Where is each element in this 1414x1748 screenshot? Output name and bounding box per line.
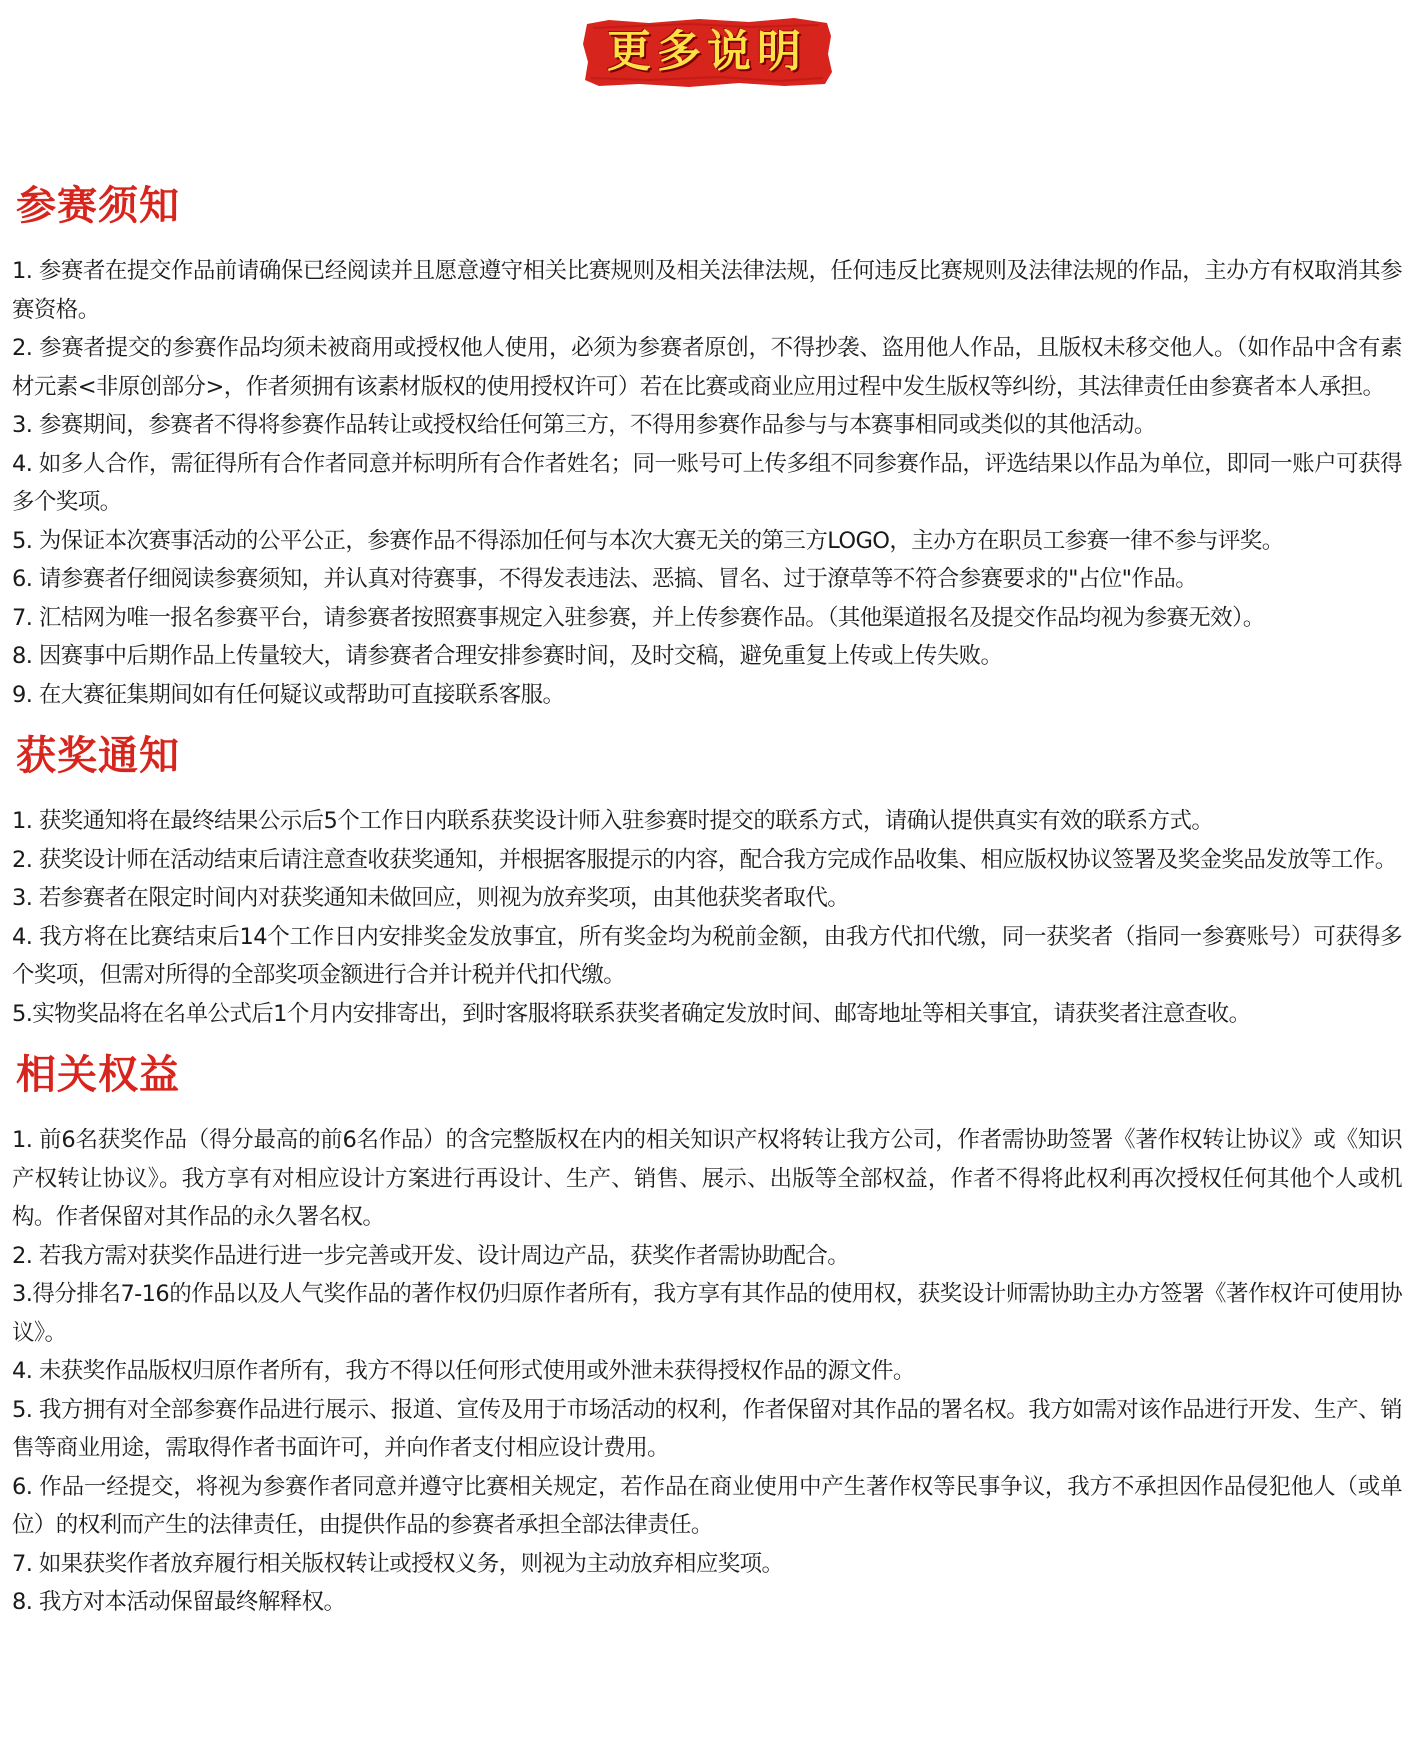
header-banner-wrap [0, 14, 1414, 94]
list-item: 1. 参赛者在提交作品前请确保已经阅读并且愿意遵守相关比赛规则及相关法律法规，任何违反比赛规则及法律法规的作品，主办方有权取消其参赛资格。 [12, 258, 1402, 323]
list-item: 7. 如果获奖作者放弃履行相关版权转让或授权义务，则视为主动放弃相应奖项。 [12, 1550, 784, 1577]
list-item: 8. 因赛事中后期作品上传量较大，请参赛者合理安排参赛时间，及时交稿，避免重复上传或上传失败。 [12, 643, 1003, 669]
section-related-rights [12, 1047, 1402, 1622]
list-item: 3. 参赛期间，参赛者不得将参赛作品转让或授权给任何第三方，不得用参赛作品参与与本赛事相同或类似的其他活动。 [12, 412, 1156, 438]
list-item: 5. 为保证本次赛事活动的公平公正，参赛作品不得添加任何与本次大赛无关的第三方LOGO，主办方在职员工参赛一律不参与评奖。 [12, 527, 1284, 554]
section-title: 相关权益 [16, 1052, 180, 1098]
list-item: 3. 若参赛者在限定时间内对获奖通知未做回应，则视为放弃奖项，由其他获奖者取代。 [12, 885, 850, 911]
list-item: 8. 我方对本活动保留最终解释权。 [12, 1589, 346, 1615]
list-item: 4. 我方将在比赛结束后14个工作日内安排奖金发放事宜，所有奖金均为税前金额，由我方代扣代缴，同一获奖者（指同一参赛账号）可获得多个奖项，但需对所得的全部奖项金额进行合并计税并代扣代缴。 [12, 923, 1402, 988]
header-banner [579, 14, 835, 90]
section-award-notice [12, 728, 1402, 1033]
list-item: 6. 作品一经提交，将视为参赛作者同意并遵守比赛相关规定，若作品在商业使用中产生著作权等民事争议，我方不承担因作品侵犯他人（或单位）的权利而产生的法律责任，由提供作品的参赛者承担全部法律责任。 [12, 1473, 1402, 1538]
list-item: 1. 获奖通知将在最终结果公示后5个工作日内联系获奖设计师入驻参赛时提交的联系方式，请确认提供真实有效的联系方式。 [12, 808, 1214, 834]
list-item: 9. 在大赛征集期间如有任何疑议或帮助可直接联系客服。 [12, 681, 565, 708]
list-item: 3.得分排名7-16的作品以及人气奖作品的著作权仍归原作者所有，我方享有其作品的使用权，获奖设计师需协助主办方签署《著作权许可使用协议》。 [12, 1281, 1402, 1346]
section-spacer [12, 1033, 1402, 1047]
section-list [12, 252, 1402, 714]
list-item: 4. 如多人合作，需征得所有合作者同意并标明所有合作者姓名；同一账号可上传多组不同参赛作品，评选结果以作品为单位，即同一账户可获得多个奖项。 [12, 450, 1402, 515]
list-item: 6. 请参赛者仔细阅读参赛须知，并认真对待赛事，不得发表违法、恶搞、冒名、过于潦草等不符合参赛要求的"占位"作品。 [12, 566, 1198, 592]
section-title: 参赛须知 [16, 183, 180, 229]
banner-title: 更多说明 [607, 26, 807, 77]
list-item: 2. 若我方需对获奖作品进行进一步完善或开发、设计周边产品，获奖作者需协助配合。 [12, 1242, 850, 1269]
list-item: 1. 前6名获奖作品（得分最高的前6名作品）的含完整版权在内的相关知识产权将转让我方公司，作者需协助签署《著作权转让协议》或《知识产权转让协议》。我方享有对相应设计方案进行再设计、生产、销售、展示、出版等全部权益，作者不得将此权利再次授权任何其他个人或机构。作者保留对其作品的永久署名权。 [12, 1127, 1402, 1230]
list-item: 5. 我方拥有对全部参赛作品进行展示、报道、宣传及用于市场活动的权利，作者保留对其作品的署名权。我方如需对该作品进行开发、生产、销售等商业用途，需取得作者书面许可，并向作者支付相应设计费用。 [12, 1396, 1402, 1461]
section-list [12, 1121, 1402, 1622]
section-title: 获奖通知 [16, 733, 180, 779]
main-content [12, 178, 1402, 1622]
list-item: 2. 参赛者提交的参赛作品均须未被商用或授权他人使用，必须为参赛者原创，不得抄袭、盗用他人作品，且版权未移交他人。（如作品中含有素材元素<非原创部分>，作者须拥有该素材版权的使用授权许可）若在比赛或商业应用过程中发生版权等纠纷，其法律责任由参赛者本人承担。 [12, 335, 1402, 400]
list-item: 7. 汇桔网为唯一报名参赛平台，请参赛者按照赛事规定入驻参赛，并上传参赛作品。（其他渠道报名及提交作品均视为参赛无效）。 [12, 604, 1265, 631]
list-item: 2. 获奖设计师在活动结束后请注意查收获奖通知，并根据客服提示的内容，配合我方完成作品收集、相应版权协议签署及奖金奖品发放等工作。 [12, 846, 1397, 873]
list-item: 4. 未获奖作品版权归原作者所有，我方不得以任何形式使用或外泄未获得授权作品的源文件。 [12, 1358, 915, 1384]
section-list [12, 802, 1402, 1033]
section-entry-notice [12, 178, 1402, 714]
list-item: 5.实物奖品将在名单公式后1个月内安排寄出，到时客服将联系获奖者确定发放时间、邮寄地址等相关事宜，请获奖者注意查收。 [12, 1000, 1251, 1027]
section-spacer [12, 714, 1402, 728]
